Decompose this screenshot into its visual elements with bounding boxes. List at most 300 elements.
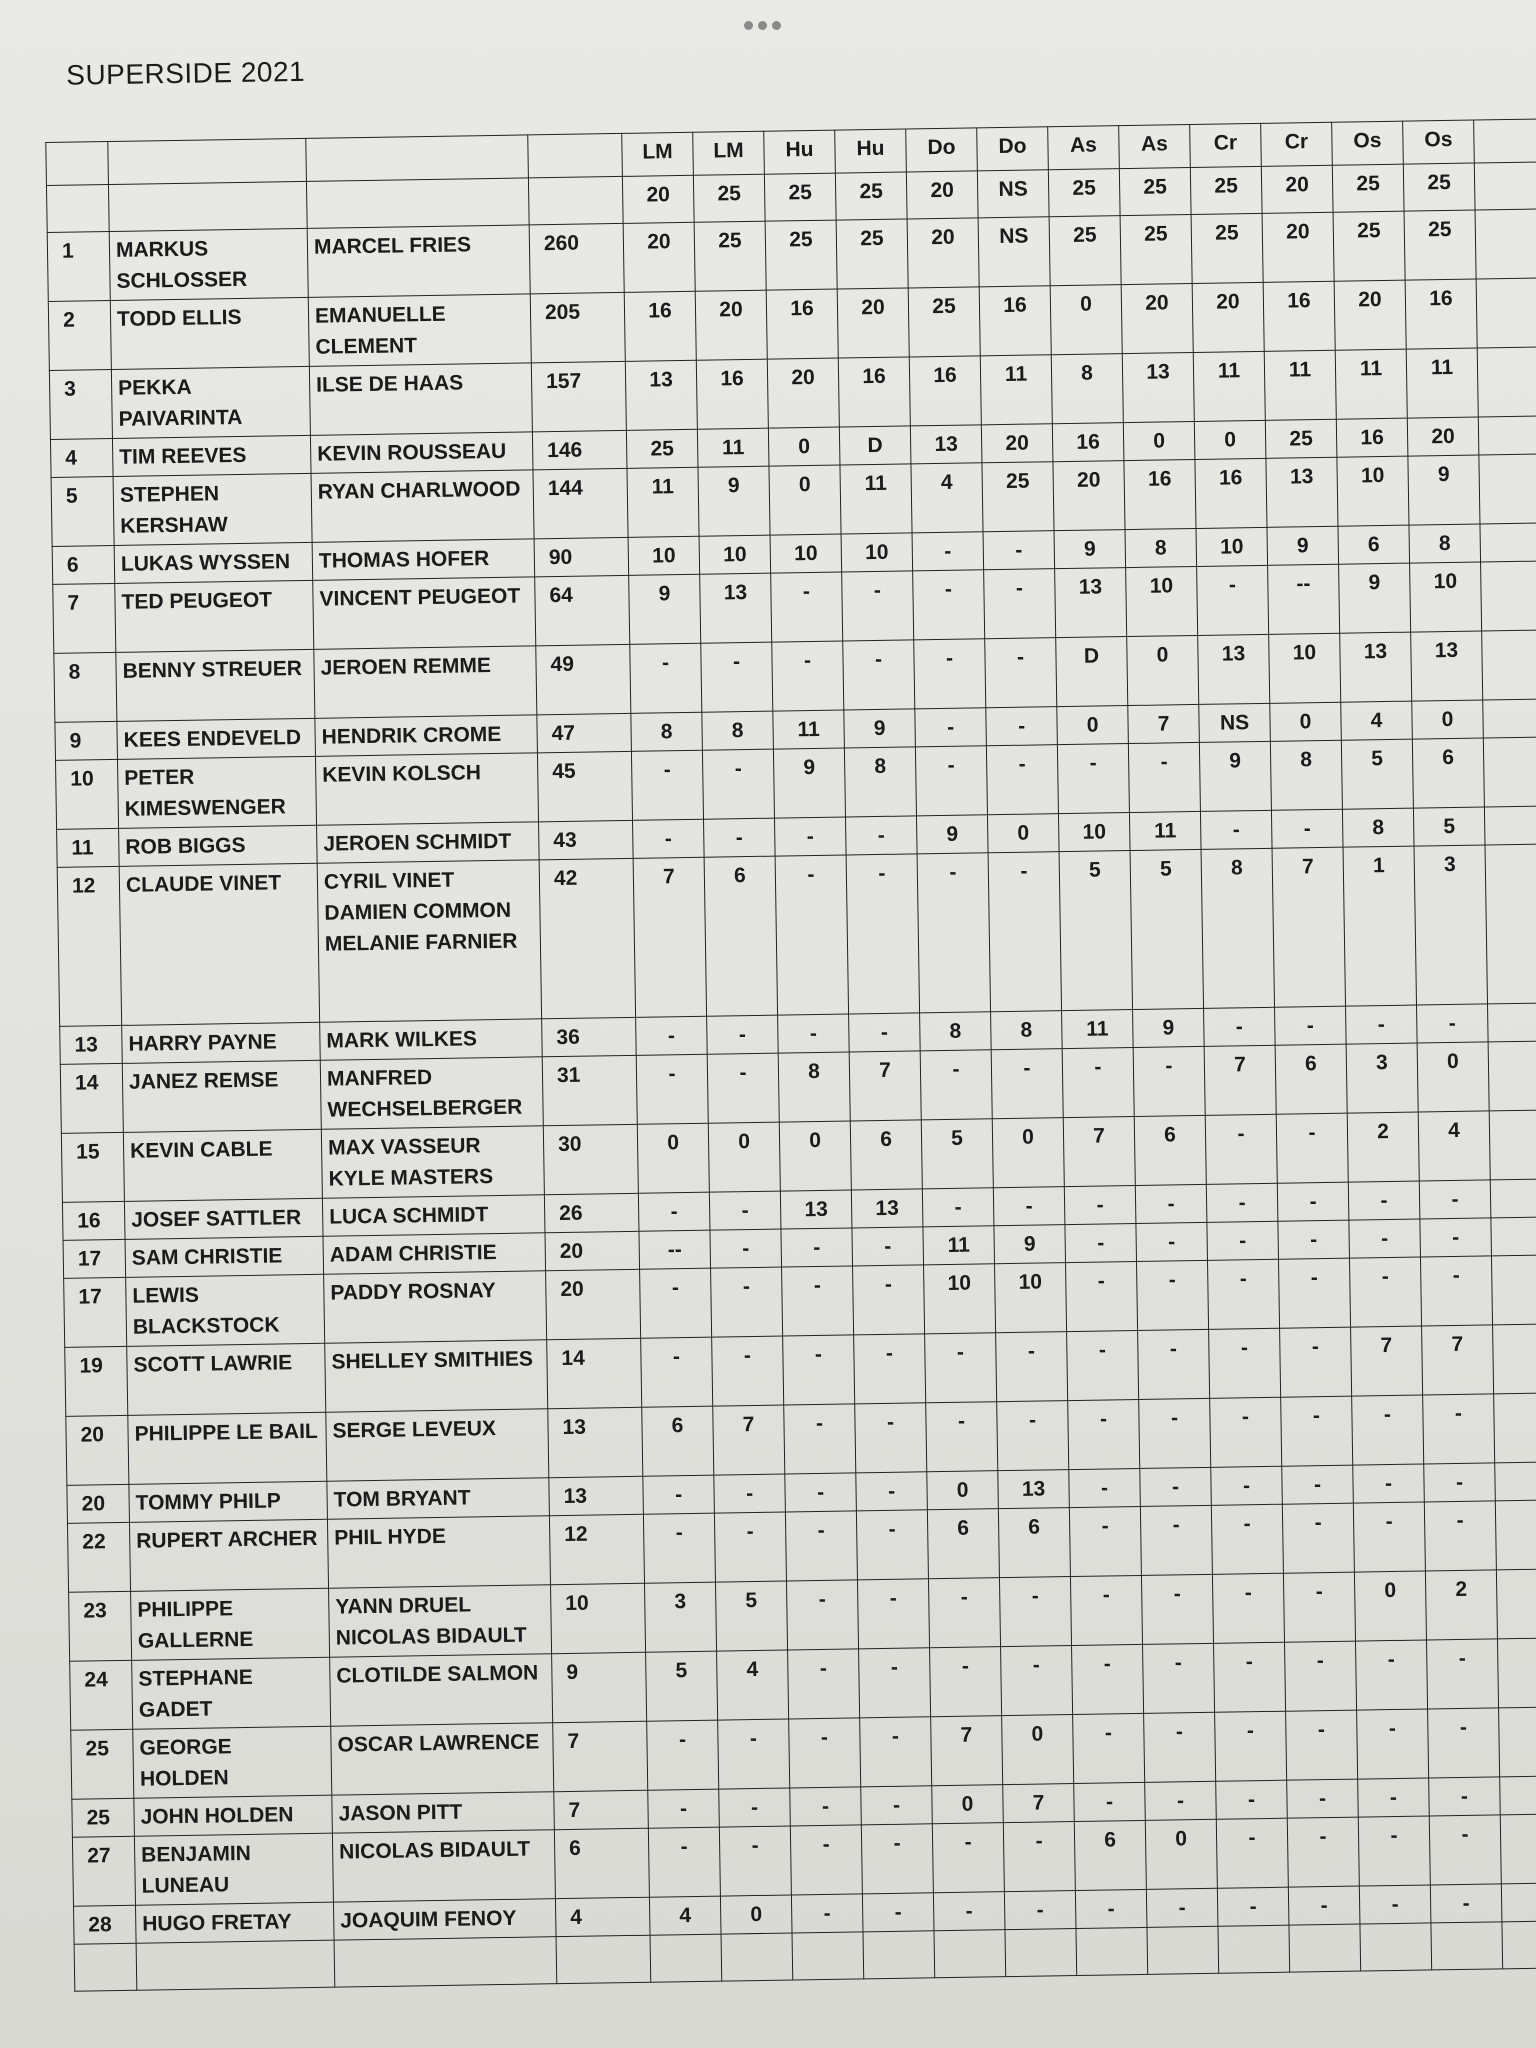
race-result-cell: 3 bbox=[645, 1582, 717, 1652]
race-result-cell: - bbox=[710, 1229, 782, 1268]
position-cell: 6 bbox=[52, 545, 115, 584]
race-result-cell: 25 bbox=[694, 221, 766, 291]
race-points-header: 25 bbox=[1048, 169, 1120, 217]
header-blank-cell bbox=[528, 133, 623, 177]
total-points-cell: 36 bbox=[542, 1017, 637, 1056]
passenger-cell: THOMAS HOFER bbox=[312, 539, 535, 580]
total-points-cell: 6 bbox=[554, 1828, 649, 1898]
position-cell: 25 bbox=[72, 1798, 135, 1837]
race-result-cell: 0 bbox=[768, 427, 840, 466]
race-result-cell: 16 bbox=[766, 289, 838, 359]
race-result-cell: 25 bbox=[765, 220, 837, 290]
race-result-cell: 25 bbox=[1120, 215, 1192, 285]
driver-cell: ROB BIGGS bbox=[119, 825, 318, 866]
empty-cell bbox=[792, 1932, 864, 1980]
total-points-cell: 4 bbox=[555, 1897, 650, 1936]
driver-cell: STEPHEN KERSHAW bbox=[113, 473, 312, 545]
race-result-cell: - bbox=[913, 570, 985, 640]
race-result-cell: - bbox=[1287, 1817, 1359, 1887]
race-result-cell: - bbox=[1212, 1573, 1284, 1643]
position-cell: 2 bbox=[48, 300, 111, 370]
race-result-cell: 10 bbox=[1337, 456, 1409, 526]
race-result-cell: 6 bbox=[998, 1508, 1070, 1578]
race-result-cell: 4 bbox=[1418, 1111, 1490, 1181]
standings-table bbox=[45, 118, 1536, 1991]
race-code-header: Hu bbox=[835, 129, 907, 173]
race-points-header: 25 bbox=[1190, 166, 1262, 214]
race-result-cell: 6 bbox=[1338, 525, 1410, 564]
race-result-cell: - bbox=[1144, 1712, 1216, 1782]
race-result-cell: 0 bbox=[708, 1122, 780, 1192]
race-result-cell: - bbox=[843, 640, 915, 710]
race-result-cell: 7 bbox=[931, 1716, 1003, 1786]
total-points-cell: 12 bbox=[549, 1514, 644, 1584]
driver-cell: STEPHANE GADET bbox=[132, 1657, 331, 1729]
race-result-cell: 11 bbox=[980, 355, 1052, 425]
race-result-cell: 25 bbox=[1333, 211, 1405, 281]
race-result-cell: - bbox=[1217, 1887, 1289, 1926]
race-result-cell: 11 bbox=[1193, 351, 1265, 421]
race-result-cell: 6 bbox=[1275, 1044, 1347, 1114]
race-result-cell: - bbox=[1355, 1640, 1427, 1710]
edge-cell bbox=[1499, 1707, 1536, 1777]
position-cell: 9 bbox=[55, 721, 118, 760]
race-result-cell: - bbox=[790, 1787, 862, 1826]
race-result-cell: 4 bbox=[1341, 701, 1413, 740]
edge-cell bbox=[1501, 1883, 1536, 1922]
race-result-cell: - bbox=[1069, 1506, 1141, 1576]
race-result-cell: 0 bbox=[720, 1895, 792, 1934]
empty-cell bbox=[1289, 1924, 1361, 1972]
document-page bbox=[44, 36, 1536, 1991]
race-result-cell: - bbox=[986, 707, 1058, 746]
edge-cell bbox=[1482, 630, 1536, 700]
race-result-cell: - bbox=[701, 642, 773, 712]
race-result-cell: 5 bbox=[1059, 851, 1132, 1011]
race-result-cell: 9 bbox=[1408, 455, 1480, 525]
race-points-header: 25 bbox=[1119, 168, 1191, 216]
race-result-cell: 13 bbox=[780, 1190, 852, 1229]
race-result-cell: - bbox=[845, 816, 917, 855]
race-result-cell: 0 bbox=[1145, 1819, 1217, 1889]
race-result-cell: 8 bbox=[1051, 354, 1123, 424]
race-result-cell: 7 bbox=[1003, 1784, 1075, 1823]
race-result-cell: - bbox=[1278, 1220, 1350, 1259]
race-result-cell: - bbox=[648, 1827, 720, 1897]
race-result-cell: 9 bbox=[994, 1225, 1066, 1264]
race-result-cell: 0 bbox=[1057, 706, 1129, 745]
edge-cell bbox=[1491, 1217, 1536, 1256]
passenger-cell: JOAQUIM FENOY bbox=[333, 1899, 556, 1940]
empty-cell bbox=[1218, 1925, 1290, 1973]
passenger-cell: EMANUELLE CLEMENT bbox=[308, 294, 531, 366]
driver-cell: BENNY STREUER bbox=[116, 649, 315, 721]
race-result-cell: - bbox=[1200, 810, 1272, 849]
race-result-cell: 9 bbox=[1339, 563, 1411, 633]
total-points-cell: 14 bbox=[547, 1338, 642, 1408]
edge-cell bbox=[1490, 1179, 1536, 1218]
race-result-cell: 11 bbox=[627, 467, 699, 537]
race-result-cell: - bbox=[1276, 1113, 1348, 1183]
race-result-cell: 7 bbox=[1063, 1117, 1135, 1187]
driver-cell: RUPERT ARCHER bbox=[129, 1519, 328, 1591]
driver-cell: TODD ELLIS bbox=[110, 297, 309, 369]
empty-cell bbox=[863, 1931, 935, 1979]
race-result-cell: 0 bbox=[779, 1121, 851, 1191]
empty-cell bbox=[1076, 1927, 1148, 1975]
race-result-cell: - bbox=[775, 855, 848, 1015]
total-points-cell: 90 bbox=[534, 537, 629, 576]
race-result-cell: - bbox=[719, 1826, 791, 1896]
race-result-cell: 7 bbox=[1422, 1325, 1494, 1395]
race-result-cell: 8 bbox=[702, 711, 774, 750]
edge-cell bbox=[1488, 1041, 1536, 1111]
passenger-cell: YANN DRUEL NICOLAS BIDAULT bbox=[329, 1585, 552, 1657]
driver-cell: KEES ENDEVELD bbox=[117, 718, 316, 759]
race-result-cell: 13 bbox=[1266, 457, 1338, 527]
race-result-cell: 20 bbox=[1334, 280, 1406, 350]
position-cell: 15 bbox=[61, 1132, 124, 1202]
race-result-cell: 20 bbox=[767, 358, 839, 428]
passenger-cell: CLOTILDE SALMON bbox=[330, 1654, 553, 1726]
empty-cell bbox=[650, 1934, 722, 1982]
race-result-cell: - bbox=[1067, 1330, 1139, 1400]
race-result-cell: 7 bbox=[633, 857, 706, 1017]
edge-cell bbox=[1488, 1003, 1536, 1042]
empty-cell bbox=[721, 1933, 793, 1981]
race-result-cell: - bbox=[1072, 1644, 1144, 1714]
race-result-cell: 11 bbox=[1129, 811, 1201, 850]
race-result-cell: 25 bbox=[908, 287, 980, 357]
race-result-cell: 0 bbox=[1123, 421, 1195, 460]
race-result-cell: - bbox=[856, 1472, 928, 1511]
driver-cell: KEVIN CABLE bbox=[123, 1129, 322, 1201]
race-result-cell: - bbox=[791, 1894, 863, 1933]
driver-cell: JANEZ REMSE bbox=[122, 1060, 321, 1132]
header-blank-cell bbox=[46, 185, 109, 233]
race-result-cell: 11 bbox=[1062, 1010, 1134, 1049]
passenger-cell: ADAM CHRISTIE bbox=[323, 1233, 546, 1274]
driver-cell: HUGO FRETAY bbox=[135, 1902, 334, 1943]
race-result-cell: - bbox=[988, 852, 1061, 1012]
race-result-cell: 2 bbox=[1347, 1112, 1419, 1182]
race-result-cell: - bbox=[789, 1718, 861, 1788]
total-points-cell: 9 bbox=[552, 1652, 647, 1722]
race-result-cell: - bbox=[714, 1474, 786, 1513]
passenger-cell: PADDY ROSNAY bbox=[324, 1271, 547, 1343]
position-cell: 20 bbox=[67, 1484, 130, 1523]
passenger-cell: RYAN CHARLWOOD bbox=[311, 470, 534, 542]
race-result-cell: NS bbox=[1199, 703, 1271, 742]
race-points-header: 25 bbox=[1403, 163, 1475, 211]
race-result-cell: - bbox=[853, 1265, 925, 1335]
driver-cell: PHILIPPE LE BAIL bbox=[128, 1412, 327, 1484]
race-result-cell: - bbox=[786, 1580, 858, 1650]
position-cell: 23 bbox=[69, 1591, 132, 1661]
race-result-cell: - bbox=[1346, 1005, 1418, 1044]
race-result-cell: 16 bbox=[696, 359, 768, 429]
race-result-cell: - bbox=[785, 1473, 857, 1512]
edge-cell bbox=[1491, 1255, 1536, 1325]
race-code-header: Os bbox=[1332, 121, 1404, 165]
passenger-cell: CYRIL VINET DAMIEN COMMON MELANIE FARNIER bbox=[317, 860, 541, 1022]
passenger-cell: TOM BRYANT bbox=[327, 1478, 550, 1519]
race-result-cell: - bbox=[1064, 1185, 1136, 1224]
race-result-cell: 9 bbox=[1054, 530, 1126, 569]
position-cell: 7 bbox=[53, 583, 116, 653]
race-result-cell: - bbox=[1287, 1779, 1359, 1818]
race-result-cell: 6 bbox=[850, 1120, 922, 1190]
race-result-cell: 9 bbox=[1267, 526, 1339, 565]
edge-cell bbox=[1495, 1462, 1536, 1501]
edge-cell bbox=[1494, 1393, 1536, 1463]
race-result-cell: 10 bbox=[1058, 813, 1130, 852]
race-result-cell: 13 bbox=[700, 573, 772, 643]
race-result-cell: - bbox=[638, 1192, 710, 1231]
race-result-cell: - bbox=[1278, 1258, 1350, 1328]
position-cell: 28 bbox=[74, 1905, 137, 1944]
race-result-cell: - bbox=[849, 1013, 921, 1052]
header-blank-cell bbox=[306, 178, 529, 228]
race-result-cell: 5 bbox=[646, 1651, 718, 1721]
race-result-cell: 25 bbox=[1049, 216, 1121, 286]
race-result-cell: 0 bbox=[1002, 1715, 1074, 1785]
race-result-cell: 0 bbox=[1194, 420, 1266, 459]
edge-cell bbox=[1483, 699, 1536, 738]
race-result-cell: - bbox=[856, 1510, 928, 1580]
race-result-cell: 0 bbox=[1354, 1571, 1426, 1641]
race-result-cell: 16 bbox=[624, 291, 696, 361]
edge-cell bbox=[1474, 162, 1536, 210]
race-points-header: 20 bbox=[622, 175, 694, 223]
race-result-cell: - bbox=[1352, 1395, 1424, 1465]
race-code-header: As bbox=[1048, 126, 1120, 170]
race-result-cell: 9 bbox=[844, 709, 916, 748]
race-result-cell: - bbox=[1001, 1646, 1073, 1716]
race-result-cell: 25 bbox=[836, 219, 908, 289]
driver-cell: JOSEF SATTLER bbox=[124, 1198, 323, 1239]
race-result-cell: 9 bbox=[1199, 741, 1271, 811]
race-result-cell: - bbox=[785, 1511, 857, 1581]
race-result-cell: 13 bbox=[851, 1189, 923, 1228]
edge-cell bbox=[1500, 1776, 1536, 1815]
race-result-cell: 11 bbox=[1264, 350, 1336, 420]
position-cell: 14 bbox=[60, 1063, 123, 1133]
race-result-cell: 10 bbox=[1126, 566, 1198, 636]
driver-cell: LUKAS WYSSEN bbox=[114, 542, 313, 583]
race-result-cell: - bbox=[711, 1267, 783, 1337]
driver-cell: HARRY PAYNE bbox=[122, 1022, 321, 1063]
race-result-cell: 0 bbox=[1050, 285, 1122, 355]
total-points-cell: 7 bbox=[554, 1790, 649, 1829]
race-result-cell: - bbox=[1207, 1221, 1279, 1260]
empty-cell bbox=[1147, 1926, 1219, 1974]
race-result-cell: - bbox=[928, 1578, 1000, 1648]
race-result-cell: - bbox=[1145, 1781, 1217, 1820]
race-result-cell: 0 bbox=[932, 1785, 1004, 1824]
passenger-cell: SHELLEY SMITHIES bbox=[325, 1340, 548, 1412]
edge-cell bbox=[1489, 1110, 1536, 1180]
edge-cell bbox=[1493, 1324, 1536, 1394]
race-result-cell: 11 bbox=[697, 428, 769, 467]
race-result-cell: - bbox=[1429, 1777, 1501, 1816]
passenger-cell: HENDRIK CROME bbox=[315, 715, 538, 756]
race-result-cell: - bbox=[1140, 1467, 1212, 1506]
driver-cell: TIM REEVES bbox=[112, 435, 311, 476]
race-result-cell: 6 bbox=[927, 1509, 999, 1579]
race-result-cell: 6 bbox=[1134, 1115, 1206, 1185]
edge-cell bbox=[1480, 523, 1536, 562]
race-result-cell: - bbox=[790, 1825, 862, 1895]
race-result-cell: 6 bbox=[1412, 738, 1484, 808]
race-result-cell: - bbox=[1424, 1463, 1496, 1502]
race-code-header: As bbox=[1119, 125, 1191, 169]
race-result-cell: - bbox=[1136, 1222, 1208, 1261]
race-result-cell: 16 bbox=[1124, 459, 1196, 529]
position-cell: 25 bbox=[71, 1729, 134, 1799]
race-result-cell: 0 bbox=[1127, 635, 1199, 705]
race-result-cell: 7 bbox=[849, 1051, 921, 1121]
race-code-header: Do bbox=[906, 128, 978, 172]
race-result-cell: - bbox=[712, 1336, 784, 1406]
driver-cell: MARKUS SCHLOSSER bbox=[109, 228, 308, 300]
driver-cell: GEORGE HOLDEN bbox=[133, 1726, 332, 1798]
race-result-cell: 20 bbox=[1192, 282, 1264, 352]
passenger-cell: NICOLAS BIDAULT bbox=[332, 1830, 555, 1902]
total-points-cell: 43 bbox=[539, 820, 634, 859]
position-cell: 4 bbox=[50, 438, 113, 477]
total-points-cell: 26 bbox=[544, 1193, 639, 1232]
position-cell: 17 bbox=[63, 1239, 126, 1278]
race-result-cell: - bbox=[1285, 1641, 1357, 1711]
position-cell: 19 bbox=[65, 1346, 128, 1416]
driver-cell: BENJAMIN LUNEAU bbox=[134, 1833, 333, 1905]
empty-cell bbox=[334, 1937, 557, 1987]
race-result-cell: 0 bbox=[987, 814, 1059, 853]
race-result-cell: - bbox=[633, 819, 705, 858]
race-result-cell: - bbox=[855, 1403, 927, 1473]
passenger-cell: PHIL HYDE bbox=[327, 1516, 550, 1588]
race-result-cell: - bbox=[1280, 1327, 1352, 1397]
race-result-cell: - bbox=[1216, 1780, 1288, 1819]
race-result-cell: - bbox=[1073, 1713, 1145, 1783]
race-result-cell: 5 bbox=[1130, 849, 1203, 1009]
race-result-cell: 10 bbox=[1196, 527, 1268, 566]
race-result-cell: - bbox=[852, 1227, 924, 1266]
race-result-cell: 16 bbox=[909, 356, 981, 426]
race-result-cell: - bbox=[1137, 1260, 1209, 1330]
race-result-cell: D bbox=[839, 426, 911, 465]
race-result-cell: - bbox=[1357, 1709, 1429, 1779]
passenger-cell: SERGE LEVEUX bbox=[326, 1409, 549, 1481]
race-result-cell: - bbox=[914, 639, 986, 709]
empty-cell bbox=[74, 1943, 137, 1991]
driver-cell: JOHN HOLDEN bbox=[134, 1795, 333, 1836]
header-blank-cell bbox=[46, 142, 109, 186]
race-result-cell: - bbox=[1275, 1006, 1347, 1045]
race-result-cell: - bbox=[636, 1016, 708, 1055]
empty-cell bbox=[1431, 1922, 1503, 1970]
total-points-cell: 31 bbox=[542, 1055, 637, 1125]
race-result-cell: 10 bbox=[995, 1263, 1067, 1333]
race-result-cell: 5 bbox=[921, 1119, 993, 1189]
race-result-cell: - bbox=[1065, 1223, 1137, 1262]
race-code-header: Do bbox=[977, 127, 1049, 171]
race-result-cell: 20 bbox=[1262, 212, 1334, 282]
race-result-cell: - bbox=[842, 571, 914, 641]
race-result-cell: - bbox=[861, 1786, 933, 1825]
race-result-cell: - bbox=[860, 1717, 932, 1787]
empty-cell bbox=[1005, 1929, 1077, 1977]
race-result-cell: - bbox=[846, 854, 919, 1014]
edge-cell bbox=[1474, 119, 1536, 163]
race-result-cell: - bbox=[999, 1577, 1071, 1647]
race-result-cell: 25 bbox=[626, 429, 698, 468]
race-result-cell: 4 bbox=[717, 1650, 789, 1720]
race-result-cell: 10 bbox=[841, 533, 913, 572]
race-result-cell: - bbox=[1283, 1572, 1355, 1642]
race-result-cell: 7 bbox=[1272, 847, 1345, 1007]
race-result-cell: - bbox=[719, 1788, 791, 1827]
race-result-cell: - bbox=[1204, 1007, 1276, 1046]
race-code-header: LM bbox=[622, 132, 694, 176]
race-result-cell: - bbox=[985, 638, 1057, 708]
race-code-header: LM bbox=[693, 131, 765, 175]
race-result-cell: - bbox=[932, 1823, 1004, 1893]
total-points-cell: 42 bbox=[539, 858, 635, 1018]
race-result-cell: 11 bbox=[923, 1226, 995, 1265]
race-result-cell: - bbox=[1428, 1708, 1500, 1778]
total-points-cell: 205 bbox=[530, 292, 625, 362]
race-result-cell: - bbox=[1358, 1778, 1430, 1817]
edge-cell bbox=[1476, 278, 1536, 348]
empty-cell bbox=[1360, 1923, 1432, 1971]
race-result-cell: 0 bbox=[1417, 1042, 1489, 1112]
race-result-cell: - bbox=[1349, 1219, 1421, 1258]
race-result-cell: 7 bbox=[1128, 704, 1200, 743]
race-result-cell: 20 bbox=[837, 288, 909, 358]
race-result-cell: - bbox=[1430, 1884, 1502, 1923]
race-result-cell: - bbox=[1216, 1818, 1288, 1888]
race-result-cell: 20 bbox=[1407, 417, 1479, 456]
race-result-cell: - bbox=[1197, 565, 1269, 635]
race-result-cell: - bbox=[1128, 742, 1200, 812]
edge-cell bbox=[1484, 806, 1536, 845]
race-result-cell: - bbox=[1429, 1815, 1501, 1885]
race-result-cell: - bbox=[640, 1268, 712, 1338]
race-result-cell: 8 bbox=[991, 1011, 1063, 1050]
race-result-cell: - bbox=[788, 1649, 860, 1719]
race-result-cell: 10 bbox=[628, 536, 700, 575]
total-points-cell: 157 bbox=[531, 361, 626, 431]
race-result-cell: - bbox=[1074, 1782, 1146, 1821]
more-options-icon[interactable] bbox=[744, 18, 781, 32]
position-cell: 20 bbox=[66, 1415, 129, 1485]
race-result-cell: - bbox=[630, 643, 702, 713]
race-result-cell: -- bbox=[639, 1230, 711, 1269]
position-cell: 27 bbox=[72, 1836, 135, 1906]
race-result-cell: - bbox=[1353, 1502, 1425, 1572]
position-cell: 24 bbox=[70, 1660, 133, 1730]
race-points-header: NS bbox=[977, 170, 1049, 218]
driver-cell: SCOTT LAWRIE bbox=[127, 1343, 326, 1415]
race-result-cell: 6 bbox=[1074, 1820, 1146, 1890]
race-result-cell: 10 bbox=[924, 1264, 996, 1334]
position-cell: 11 bbox=[57, 828, 120, 867]
race-points-header: 20 bbox=[1261, 165, 1333, 213]
header-blank-cell bbox=[108, 138, 307, 184]
total-points-cell: 260 bbox=[529, 223, 624, 293]
